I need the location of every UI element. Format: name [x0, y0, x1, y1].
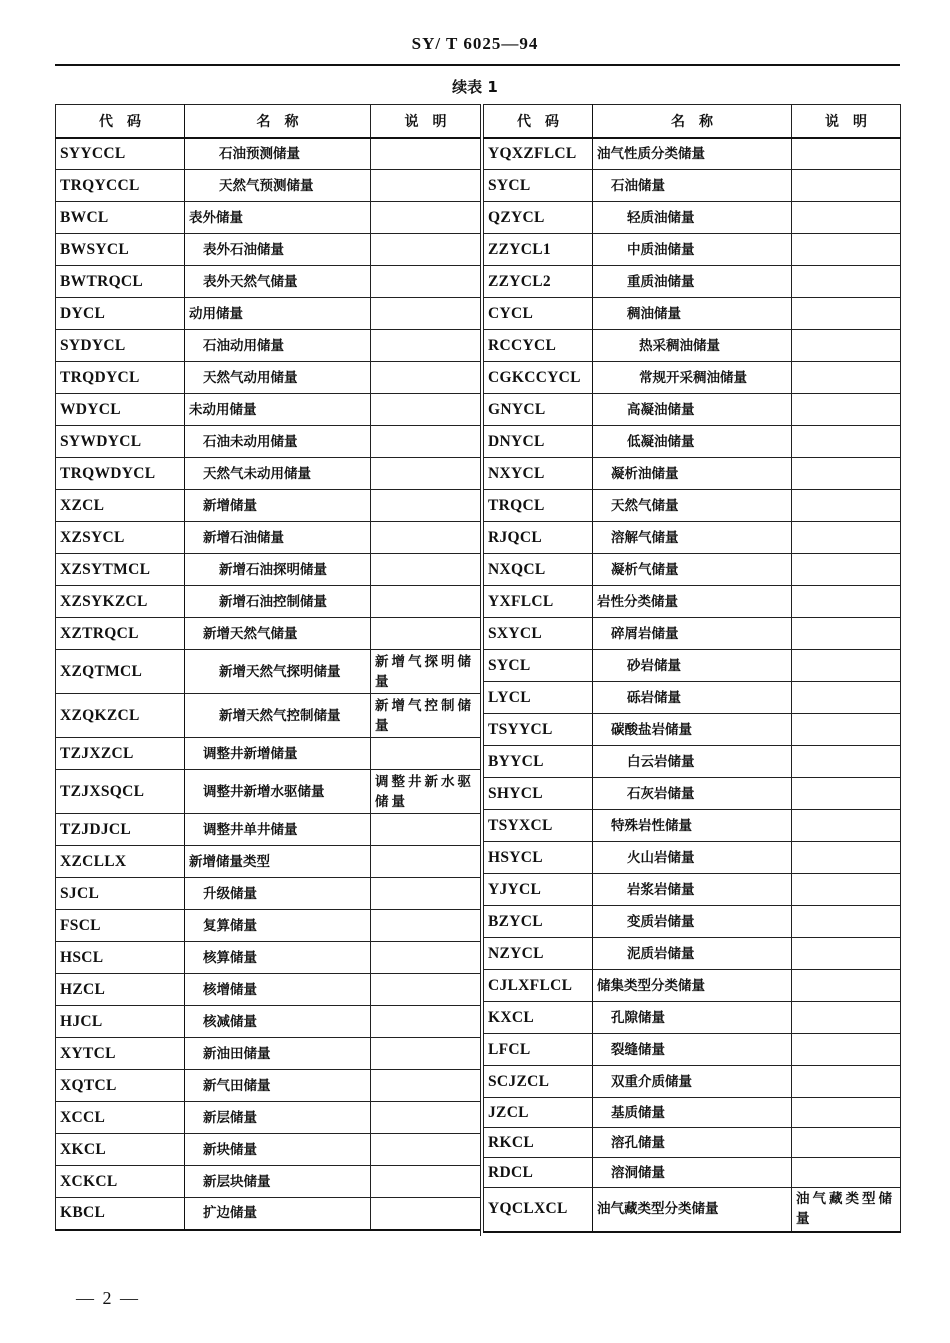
- name-cell: 中质油储量: [593, 234, 792, 266]
- name-cell: 砾岩储量: [593, 682, 792, 714]
- name-cell: 溶孔储量: [593, 1128, 792, 1158]
- table-row: [484, 778, 901, 810]
- code-cell: CJLXFLCL: [484, 970, 593, 1002]
- note-cell: [371, 1006, 481, 1038]
- code-cell: SYDYCL: [56, 330, 185, 362]
- note-cell: [792, 490, 901, 522]
- code-cell: SYCL: [484, 650, 593, 682]
- table-row: [56, 814, 481, 846]
- table-row: [56, 770, 481, 814]
- note-cell: [792, 1002, 901, 1034]
- page-number: — 2 —: [76, 1288, 140, 1308]
- table-row: [484, 1034, 901, 1066]
- table-row: [56, 554, 481, 586]
- note-cell: [792, 394, 901, 426]
- table-row: [56, 458, 481, 490]
- code-cell: TZJXZCL: [56, 738, 185, 770]
- code-cell: CGKCCYCL: [484, 362, 593, 394]
- table-row: [484, 490, 901, 522]
- note-cell: [792, 1098, 901, 1128]
- note-cell: 调整井新水驱储量: [371, 770, 481, 814]
- name-cell: 核算储量: [185, 942, 371, 974]
- code-column-header: 代 码: [484, 105, 593, 138]
- code-cell: TZJDJCL: [56, 814, 185, 846]
- table-row: [56, 298, 481, 330]
- note-cell: [792, 330, 901, 362]
- name-cell: 调整井单井储量: [185, 814, 371, 846]
- table-row: [56, 522, 481, 554]
- table-row: [56, 1006, 481, 1038]
- note-cell: [792, 426, 901, 458]
- note-cell: [792, 554, 901, 586]
- code-cell: XZQKZCL: [56, 694, 185, 738]
- table-row: [56, 234, 481, 266]
- name-cell: 天然气预测储量: [185, 170, 371, 202]
- table-row: [484, 394, 901, 426]
- name-cell: 储集类型分类储量: [593, 970, 792, 1002]
- name-cell: 调整井新增储量: [185, 738, 371, 770]
- note-cell: [371, 1134, 481, 1166]
- note-cell: [371, 586, 481, 618]
- code-cell: RKCL: [484, 1128, 593, 1158]
- code-cell: QZYCL: [484, 202, 593, 234]
- name-cell: 常规开采稠油储量: [593, 362, 792, 394]
- note-cell: [371, 974, 481, 1006]
- note-cell: [792, 1034, 901, 1066]
- note-cell: [792, 682, 901, 714]
- code-cell: SJCL: [56, 878, 185, 910]
- note-cell: [371, 1102, 481, 1134]
- name-cell: 油气性质分类储量: [593, 138, 792, 170]
- name-cell: 轻质油储量: [593, 202, 792, 234]
- table-row: [56, 910, 481, 942]
- note-cell: 新增气探明储量: [371, 650, 481, 694]
- code-cell: SCJZCL: [484, 1066, 593, 1098]
- table-row: [56, 170, 481, 202]
- table-row: [56, 1070, 481, 1102]
- note-cell: [792, 522, 901, 554]
- note-cell: [792, 138, 901, 170]
- code-cell: XZTRQCL: [56, 618, 185, 650]
- note-cell: [371, 298, 481, 330]
- table-row: [484, 266, 901, 298]
- code-column-header: 代 码: [56, 105, 185, 138]
- note-cell: [792, 1066, 901, 1098]
- table-row: [484, 1098, 901, 1128]
- name-cell: 凝析气储量: [593, 554, 792, 586]
- code-cell: BWSYCL: [56, 234, 185, 266]
- name-cell: 表外储量: [185, 202, 371, 234]
- name-cell: 动用储量: [185, 298, 371, 330]
- name-cell: 新层块储量: [185, 1166, 371, 1198]
- table-row: [484, 650, 901, 682]
- table-row: [56, 694, 481, 738]
- right-table: [483, 104, 901, 1233]
- note-cell: [371, 394, 481, 426]
- name-cell: 双重介质储量: [593, 1066, 792, 1098]
- name-cell: 新增石油控制储量: [185, 586, 371, 618]
- table-row: [484, 906, 901, 938]
- code-cell: GNYCL: [484, 394, 593, 426]
- table-row: [56, 1134, 481, 1166]
- note-cell: [371, 522, 481, 554]
- code-cell: XZSYCL: [56, 522, 185, 554]
- table-row: [484, 362, 901, 394]
- name-cell: 石油预测储量: [185, 138, 371, 170]
- table-row: [56, 1038, 481, 1070]
- code-cell: NXQCL: [484, 554, 593, 586]
- note-cell: [792, 458, 901, 490]
- note-cell: [371, 1070, 481, 1102]
- table-row: [484, 138, 901, 170]
- code-cell: HJCL: [56, 1006, 185, 1038]
- code-cell: XZCL: [56, 490, 185, 522]
- code-cell: FSCL: [56, 910, 185, 942]
- standard-code: SY/ T 6025—94: [411, 34, 539, 53]
- name-cell: 核减储量: [185, 1006, 371, 1038]
- name-cell: 新增石油储量: [185, 522, 371, 554]
- name-cell: 石灰岩储量: [593, 778, 792, 810]
- code-cell: XYTCL: [56, 1038, 185, 1070]
- table-row: [484, 842, 901, 874]
- code-cell: NZYCL: [484, 938, 593, 970]
- note-cell: [792, 810, 901, 842]
- code-cell: BWTRQCL: [56, 266, 185, 298]
- code-cell: TSYXCL: [484, 810, 593, 842]
- table-row: [56, 974, 481, 1006]
- name-cell: 天然气动用储量: [185, 362, 371, 394]
- table-row: [484, 970, 901, 1002]
- table-row: [484, 618, 901, 650]
- code-cell: BWCL: [56, 202, 185, 234]
- note-cell: [371, 458, 481, 490]
- code-cell: XCCL: [56, 1102, 185, 1134]
- name-cell: 调整井新增水驱储量: [185, 770, 371, 814]
- name-column-header: 名 称: [593, 105, 792, 138]
- note-cell: [792, 234, 901, 266]
- table-row: [56, 490, 481, 522]
- note-column-header: 说 明: [792, 105, 901, 138]
- name-cell: 表外天然气储量: [185, 266, 371, 298]
- table-row: [56, 846, 481, 878]
- name-cell: 凝析油储量: [593, 458, 792, 490]
- name-cell: 表外石油储量: [185, 234, 371, 266]
- code-cell: RDCL: [484, 1158, 593, 1188]
- code-cell: XZCLLX: [56, 846, 185, 878]
- code-cell: SYCL: [484, 170, 593, 202]
- name-cell: 岩浆岩储量: [593, 874, 792, 906]
- name-cell: 孔隙储量: [593, 1002, 792, 1034]
- note-cell: [371, 846, 481, 878]
- name-cell: 稠油储量: [593, 298, 792, 330]
- table-title: 续表 1: [452, 78, 498, 96]
- name-cell: 火山岩储量: [593, 842, 792, 874]
- note-cell: [792, 778, 901, 810]
- note-cell: [371, 138, 481, 170]
- note-cell: 新增气控制储量: [371, 694, 481, 738]
- note-cell: [371, 170, 481, 202]
- code-cell: DNYCL: [484, 426, 593, 458]
- code-cell: LYCL: [484, 682, 593, 714]
- table-row: [484, 586, 901, 618]
- code-cell: TRQYCCL: [56, 170, 185, 202]
- note-cell: [792, 938, 901, 970]
- code-cell: JZCL: [484, 1098, 593, 1128]
- name-cell: 新增石油探明储量: [185, 554, 371, 586]
- table-row: [484, 1188, 901, 1232]
- note-cell: [792, 586, 901, 618]
- name-cell: 升级储量: [185, 878, 371, 910]
- code-cell: TRQCL: [484, 490, 593, 522]
- note-cell: [371, 618, 481, 650]
- name-cell: 基质储量: [593, 1098, 792, 1128]
- name-cell: 岩性分类储量: [593, 586, 792, 618]
- code-cell: SYYCCL: [56, 138, 185, 170]
- name-cell: 白云岩储量: [593, 746, 792, 778]
- note-cell: [792, 1128, 901, 1158]
- note-cell: [371, 426, 481, 458]
- table-row: [56, 878, 481, 910]
- code-cell: CYCL: [484, 298, 593, 330]
- table-row: [484, 298, 901, 330]
- note-cell: [371, 1198, 481, 1230]
- table-row: [484, 682, 901, 714]
- column-divider: [480, 104, 481, 1236]
- name-cell: 石油未动用储量: [185, 426, 371, 458]
- code-cell: DYCL: [56, 298, 185, 330]
- code-cell: KXCL: [484, 1002, 593, 1034]
- code-cell: RJQCL: [484, 522, 593, 554]
- header-row: [56, 105, 481, 138]
- table-row: [56, 426, 481, 458]
- left-table-body: [56, 138, 481, 1230]
- note-cell: [792, 842, 901, 874]
- table-row: [484, 1128, 901, 1158]
- name-cell: 新增储量类型: [185, 846, 371, 878]
- note-cell: [792, 202, 901, 234]
- code-cell: WDYCL: [56, 394, 185, 426]
- name-cell: 新增天然气探明储量: [185, 650, 371, 694]
- table-row: [56, 1166, 481, 1198]
- code-cell: ZZYCL2: [484, 266, 593, 298]
- note-cell: [371, 1166, 481, 1198]
- name-cell: 泥质岩储量: [593, 938, 792, 970]
- name-cell: 热采稠油储量: [593, 330, 792, 362]
- name-cell: 新增天然气控制储量: [185, 694, 371, 738]
- name-cell: 碎屑岩储量: [593, 618, 792, 650]
- name-cell: 新油田储量: [185, 1038, 371, 1070]
- code-cell: YXFLCL: [484, 586, 593, 618]
- code-cell: XZQTMCL: [56, 650, 185, 694]
- code-cell: XZSYKZCL: [56, 586, 185, 618]
- code-cell: BZYCL: [484, 906, 593, 938]
- table-row: [484, 1158, 901, 1188]
- note-cell: [371, 266, 481, 298]
- code-cell: SHYCL: [484, 778, 593, 810]
- code-cell: HSYCL: [484, 842, 593, 874]
- code-cell: SYWDYCL: [56, 426, 185, 458]
- name-cell: 新增天然气储量: [185, 618, 371, 650]
- note-cell: [371, 878, 481, 910]
- table-row: [484, 874, 901, 906]
- name-cell: 溶洞储量: [593, 1158, 792, 1188]
- note-cell: [371, 330, 481, 362]
- table-row: [56, 138, 481, 170]
- note-cell: [792, 1158, 901, 1188]
- name-cell: 低凝油储量: [593, 426, 792, 458]
- table-row: [56, 394, 481, 426]
- name-cell: 溶解气储量: [593, 522, 792, 554]
- right-table-body: [484, 138, 901, 1232]
- table-row: [484, 554, 901, 586]
- code-cell: RCCYCL: [484, 330, 593, 362]
- table-row: [484, 170, 901, 202]
- table-row: [484, 938, 901, 970]
- name-cell: 新气田储量: [185, 1070, 371, 1102]
- name-cell: 扩边储量: [185, 1198, 371, 1230]
- code-cell: BYYCL: [484, 746, 593, 778]
- table-row: [484, 330, 901, 362]
- code-cell: TSYYCL: [484, 714, 593, 746]
- code-cell: TRQDYCL: [56, 362, 185, 394]
- code-cell: YQCLXCL: [484, 1188, 593, 1232]
- code-cell: TRQWDYCL: [56, 458, 185, 490]
- table-row: [484, 810, 901, 842]
- note-cell: [371, 738, 481, 770]
- note-cell: [792, 650, 901, 682]
- note-cell: [371, 1038, 481, 1070]
- name-cell: 砂岩储量: [593, 650, 792, 682]
- name-cell: 新增储量: [185, 490, 371, 522]
- code-cell: LFCL: [484, 1034, 593, 1066]
- name-cell: 石油储量: [593, 170, 792, 202]
- code-cell: HSCL: [56, 942, 185, 974]
- table-row: [56, 1198, 481, 1230]
- name-cell: 高凝油储量: [593, 394, 792, 426]
- note-cell: [371, 910, 481, 942]
- note-cell: [371, 554, 481, 586]
- code-cell: YQXZFLCL: [484, 138, 593, 170]
- name-cell: 新块储量: [185, 1134, 371, 1166]
- code-cell: XZSYTMCL: [56, 554, 185, 586]
- note-cell: [792, 618, 901, 650]
- name-cell: 重质油储量: [593, 266, 792, 298]
- table-row: [56, 330, 481, 362]
- name-cell: 变质岩储量: [593, 906, 792, 938]
- table-row: [484, 1002, 901, 1034]
- name-cell: 石油动用储量: [185, 330, 371, 362]
- code-cell: XQTCL: [56, 1070, 185, 1102]
- code-cell: TZJXSQCL: [56, 770, 185, 814]
- table-row: [484, 714, 901, 746]
- code-cell: XKCL: [56, 1134, 185, 1166]
- table-row: [484, 1066, 901, 1098]
- note-cell: [792, 714, 901, 746]
- table-row: [56, 618, 481, 650]
- note-cell: [371, 942, 481, 974]
- name-cell: 天然气未动用储量: [185, 458, 371, 490]
- code-cell: YJYCL: [484, 874, 593, 906]
- name-cell: 新层储量: [185, 1102, 371, 1134]
- table-row: [484, 426, 901, 458]
- name-cell: 油气藏类型分类储量: [593, 1188, 792, 1232]
- note-cell: [792, 970, 901, 1002]
- note-cell: [792, 906, 901, 938]
- table-row: [484, 458, 901, 490]
- name-cell: 特殊岩性储量: [593, 810, 792, 842]
- note-cell: [371, 490, 481, 522]
- table-row: [56, 942, 481, 974]
- table-row: [484, 522, 901, 554]
- code-cell: NXYCL: [484, 458, 593, 490]
- code-cell: HZCL: [56, 974, 185, 1006]
- table-row: [56, 1102, 481, 1134]
- note-cell: 油气藏类型储量: [792, 1188, 901, 1232]
- note-cell: [792, 266, 901, 298]
- table-row: [56, 738, 481, 770]
- code-cell: XCKCL: [56, 1166, 185, 1198]
- table-row: [484, 202, 901, 234]
- name-cell: 复算储量: [185, 910, 371, 942]
- table-row: [484, 746, 901, 778]
- name-cell: 裂缝储量: [593, 1034, 792, 1066]
- code-cell: KBCL: [56, 1198, 185, 1230]
- note-cell: [792, 170, 901, 202]
- name-cell: 天然气储量: [593, 490, 792, 522]
- note-column-header: 说 明: [371, 105, 481, 138]
- note-cell: [792, 298, 901, 330]
- note-cell: [371, 202, 481, 234]
- table-row: [56, 202, 481, 234]
- code-cell: SXYCL: [484, 618, 593, 650]
- table-row: [484, 234, 901, 266]
- left-table: [55, 104, 481, 1231]
- name-cell: 碳酸盐岩储量: [593, 714, 792, 746]
- note-cell: [371, 362, 481, 394]
- note-cell: [371, 814, 481, 846]
- note-cell: [371, 234, 481, 266]
- table-row: [56, 586, 481, 618]
- name-column-header: 名 称: [185, 105, 371, 138]
- name-cell: 未动用储量: [185, 394, 371, 426]
- note-cell: [792, 874, 901, 906]
- note-cell: [792, 362, 901, 394]
- table-row: [56, 266, 481, 298]
- header-rule: [55, 64, 900, 66]
- note-cell: [792, 746, 901, 778]
- code-cell: ZZYCL1: [484, 234, 593, 266]
- name-cell: 核增储量: [185, 974, 371, 1006]
- header-row: [484, 105, 901, 138]
- table-row: [56, 650, 481, 694]
- table-row: [56, 362, 481, 394]
